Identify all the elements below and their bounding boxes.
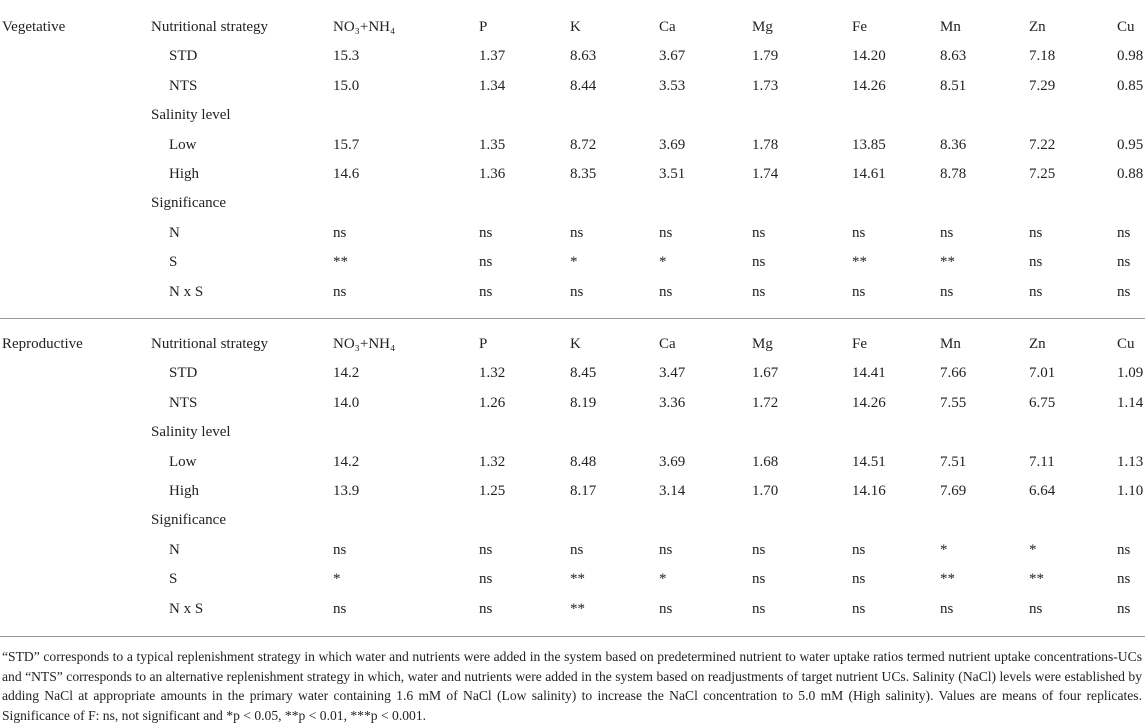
table-cell: 0.88 xyxy=(1117,166,1144,182)
table-cell: ns xyxy=(1117,254,1131,271)
table-cell: ns xyxy=(752,541,766,558)
table-cell: 8.48 xyxy=(570,453,597,470)
table-cell: 14.51 xyxy=(852,453,886,470)
row-label: High xyxy=(169,166,199,182)
table-cell: 15.7 xyxy=(333,136,360,153)
table-cell: * xyxy=(570,254,578,271)
table-row xyxy=(0,594,1145,623)
table-cell: ns xyxy=(752,571,766,588)
table-cell: ns xyxy=(940,224,954,241)
table-cell: ns xyxy=(570,541,584,558)
column-header: Ca xyxy=(659,19,676,35)
table-row xyxy=(0,41,1145,70)
table-cell: ns xyxy=(479,283,493,300)
table-cell: ns xyxy=(940,600,954,617)
table-cell: ns xyxy=(659,224,673,241)
table-cell: 3.53 xyxy=(659,77,686,94)
table-cell: ns xyxy=(852,283,866,300)
table-row xyxy=(0,505,1145,534)
table-row xyxy=(0,388,1145,417)
table-row xyxy=(0,159,1145,188)
table-cell: 14.61 xyxy=(852,166,886,182)
table-cell: ns xyxy=(659,600,673,617)
table-cell: 1.10 xyxy=(1117,483,1144,499)
table-cell: 8.51 xyxy=(940,77,967,94)
column-header: NO₃+NH₄ xyxy=(333,336,396,352)
table-cell: ns xyxy=(333,283,347,300)
table-cell: ** xyxy=(570,600,585,617)
table-cell: 3.69 xyxy=(659,136,686,153)
table-cell: 8.63 xyxy=(570,48,597,65)
table-cell: ns xyxy=(1117,600,1131,617)
table-cell: 7.11 xyxy=(1029,453,1055,470)
row-label: N xyxy=(169,541,180,558)
table-cell: 1.36 xyxy=(479,166,506,182)
table-cell: 1.67 xyxy=(752,365,779,382)
column-header: Mg xyxy=(752,19,773,35)
table-cell: 1.37 xyxy=(479,48,506,65)
table-cell: 8.17 xyxy=(570,483,597,499)
table-cell: 14.6 xyxy=(333,166,360,182)
table-row xyxy=(0,564,1145,593)
section-divider xyxy=(0,318,1145,319)
table-cell: 1.13 xyxy=(1117,453,1144,470)
table-cell: ns xyxy=(852,541,866,558)
table-cell: 8.19 xyxy=(570,394,597,411)
table-cell: 1.35 xyxy=(479,136,506,153)
table-cell: ns xyxy=(659,541,673,558)
group-label: Significance xyxy=(151,512,226,529)
table-row xyxy=(0,12,1145,41)
table-cell: 14.41 xyxy=(852,365,886,382)
table-cell: ** xyxy=(333,254,348,271)
table-row xyxy=(0,71,1145,100)
table-cell: * xyxy=(659,254,667,271)
column-header: Mg xyxy=(752,336,773,352)
table-cell: 7.01 xyxy=(1029,365,1056,382)
table-cell: ns xyxy=(333,600,347,617)
footnote-p001: ***p < 0.001. xyxy=(350,707,427,723)
table-cell: 1.74 xyxy=(752,166,779,182)
table-cell: 1.32 xyxy=(479,453,506,470)
table-cell: 1.26 xyxy=(479,394,506,411)
table-cell: ns xyxy=(852,571,866,588)
table-cell: ns xyxy=(1117,541,1131,558)
table-cell: 1.73 xyxy=(752,77,779,94)
table-cell: * xyxy=(1029,541,1037,558)
table-cell: ns xyxy=(333,541,347,558)
column-header: Cu xyxy=(1117,19,1135,35)
table-cell: 7.69 xyxy=(940,483,967,499)
table-cell: 8.45 xyxy=(570,365,597,382)
row-label: High xyxy=(169,483,199,499)
table-cell: ns xyxy=(1029,600,1043,617)
column-header: K xyxy=(570,336,581,352)
table-cell: 0.85 xyxy=(1117,77,1144,94)
table-row xyxy=(0,447,1145,476)
table-cell: ns xyxy=(479,224,493,241)
table-cell: ns xyxy=(940,283,954,300)
table-cell: ** xyxy=(570,571,585,588)
table-row xyxy=(0,417,1145,446)
table-cell: 7.66 xyxy=(940,365,967,382)
table-cell: 14.20 xyxy=(852,48,886,65)
table-row xyxy=(0,247,1145,276)
table-cell: 8.63 xyxy=(940,48,967,65)
column-header: Ca xyxy=(659,336,676,352)
table-cell: 1.25 xyxy=(479,483,506,499)
table-cell: 3.67 xyxy=(659,48,686,65)
row-label: N xyxy=(169,224,180,241)
table-cell: 14.26 xyxy=(852,394,886,411)
table-cell: 13.9 xyxy=(333,483,360,499)
table-cell: * xyxy=(333,571,341,588)
table-cell: 15.3 xyxy=(333,48,360,65)
column-header: P xyxy=(479,19,488,35)
column-header: Zn xyxy=(1029,336,1046,352)
table-cell: 8.72 xyxy=(570,136,597,153)
table-cell: 1.78 xyxy=(752,136,779,153)
table-cell: 0.95 xyxy=(1117,136,1144,153)
row-label: NTS xyxy=(169,394,198,411)
table-cell: * xyxy=(940,541,948,558)
table-cell: ns xyxy=(479,254,493,271)
row-label: Low xyxy=(169,453,197,470)
table-cell: 0.98 xyxy=(1117,48,1144,65)
table-row xyxy=(0,130,1145,159)
footnote-p01: **p < 0.01, xyxy=(284,707,351,723)
table-cell: 14.26 xyxy=(852,77,886,94)
table-cell: 6.64 xyxy=(1029,483,1056,499)
group-label: Salinity level xyxy=(151,424,231,441)
table-row xyxy=(0,358,1145,387)
row-label: S xyxy=(169,254,178,271)
group-label: Salinity level xyxy=(151,107,231,124)
table-cell: ns xyxy=(1029,224,1043,241)
table-cell: 13.85 xyxy=(852,136,886,153)
table-cell: 1.34 xyxy=(479,77,506,94)
table-cell: 3.47 xyxy=(659,365,686,382)
table-row xyxy=(0,100,1145,129)
table-cell: ns xyxy=(479,571,493,588)
table-cell: ns xyxy=(1117,283,1131,300)
row-label: Low xyxy=(169,136,197,153)
table-cell: 1.72 xyxy=(752,394,779,411)
row-label: S xyxy=(169,571,178,588)
row-label: N x S xyxy=(169,600,204,617)
table-footnote xyxy=(2,647,1142,725)
table-cell: ns xyxy=(479,541,493,558)
table-cell: 1.09 xyxy=(1117,365,1144,382)
table-cell: ns xyxy=(1029,254,1043,271)
footnote-p05: *p < 0.05, xyxy=(226,707,285,723)
table-row xyxy=(0,277,1145,306)
column-header: Cu xyxy=(1117,336,1135,352)
column-header: K xyxy=(570,19,581,35)
row-label: NTS xyxy=(169,77,198,94)
footnote-text: “STD” corresponds to a typical replenishment strategy in which water and nutrients were added in the system based on predetermined nutrient to water uptake ratios termed nutrient uptake concentrations-UCs and “NTS” corresponds to an alternative replenishment strategy in which, water and nutrients were added in the system based on readjustments of target nutrient UCs. Salinity (NaCl) levels were established by adding NaCl at appropriate amounts in the primary water containing 1.6 mM of NaCl (Low salinity) to increase the NaCl concentration to 5.0 mM (High salinity). Values are means of four replicates. Significance of F: ns, not significant and xyxy=(2,649,1142,723)
table-cell: 14.2 xyxy=(333,453,360,470)
table-cell: 8.44 xyxy=(570,77,597,94)
column-header: Mn xyxy=(940,19,961,35)
table-row xyxy=(0,188,1145,217)
table-cell: 14.16 xyxy=(852,483,886,499)
table-cell: ** xyxy=(940,254,955,271)
table-row xyxy=(0,535,1145,564)
stage-label: Reproductive xyxy=(2,336,83,352)
table-cell: * xyxy=(659,571,667,588)
table-cell: 3.36 xyxy=(659,394,686,411)
column-header: Zn xyxy=(1029,19,1046,35)
group-label: Nutritional strategy xyxy=(151,336,269,352)
table-cell: 1.79 xyxy=(752,48,779,65)
row-label: N x S xyxy=(169,283,204,300)
table-cell: 1.14 xyxy=(1117,394,1144,411)
stage-label: Vegetative xyxy=(2,19,66,35)
table-cell: ns xyxy=(852,224,866,241)
table-cell: ns xyxy=(570,283,584,300)
table-row xyxy=(0,218,1145,247)
table-cell: 14.2 xyxy=(333,365,360,382)
table-cell: ns xyxy=(1117,224,1131,241)
table-cell: ns xyxy=(479,600,493,617)
table-cell: 8.35 xyxy=(570,166,597,182)
table-cell: ns xyxy=(852,600,866,617)
column-header: NO₃+NH₄ xyxy=(333,19,396,35)
table-cell: 7.51 xyxy=(940,453,967,470)
table-cell: 1.70 xyxy=(752,483,779,499)
table-cell: ** xyxy=(852,254,867,271)
table-cell: 15.0 xyxy=(333,77,360,94)
table-cell: 1.68 xyxy=(752,453,779,470)
table-cell: 6.75 xyxy=(1029,394,1056,411)
group-label: Significance xyxy=(151,195,226,212)
table-cell: 3.69 xyxy=(659,453,686,470)
table-cell: ns xyxy=(333,224,347,241)
table-row xyxy=(0,329,1145,358)
table-cell: 1.32 xyxy=(479,365,506,382)
table-cell: 7.22 xyxy=(1029,136,1056,153)
table-bottom-rule xyxy=(0,636,1145,637)
table-cell: ns xyxy=(570,224,584,241)
group-label: Nutritional strategy xyxy=(151,19,269,35)
table-row xyxy=(0,476,1145,505)
table-cell: ns xyxy=(752,600,766,617)
table-cell: 7.25 xyxy=(1029,166,1056,182)
column-header: Fe xyxy=(852,336,867,352)
table-cell: ns xyxy=(752,283,766,300)
table-cell: ns xyxy=(752,254,766,271)
table-cell: 7.18 xyxy=(1029,48,1056,65)
table-cell: 7.55 xyxy=(940,394,967,411)
table-cell: 8.36 xyxy=(940,136,967,153)
table-cell: 3.51 xyxy=(659,166,686,182)
table-cell: ns xyxy=(659,283,673,300)
row-label: STD xyxy=(169,365,198,382)
table-cell: ** xyxy=(940,571,955,588)
table-cell: 7.29 xyxy=(1029,77,1056,94)
column-header: Fe xyxy=(852,19,867,35)
table-cell: ns xyxy=(752,224,766,241)
row-label: STD xyxy=(169,48,198,65)
table-cell: 3.14 xyxy=(659,483,686,499)
table-cell: 14.0 xyxy=(333,394,360,411)
column-header: P xyxy=(479,336,488,352)
table-cell: ns xyxy=(1117,571,1131,588)
table-cell: ns xyxy=(1029,283,1043,300)
table-cell: ** xyxy=(1029,571,1044,588)
column-header: Mn xyxy=(940,336,961,352)
table-cell: 8.78 xyxy=(940,166,967,182)
